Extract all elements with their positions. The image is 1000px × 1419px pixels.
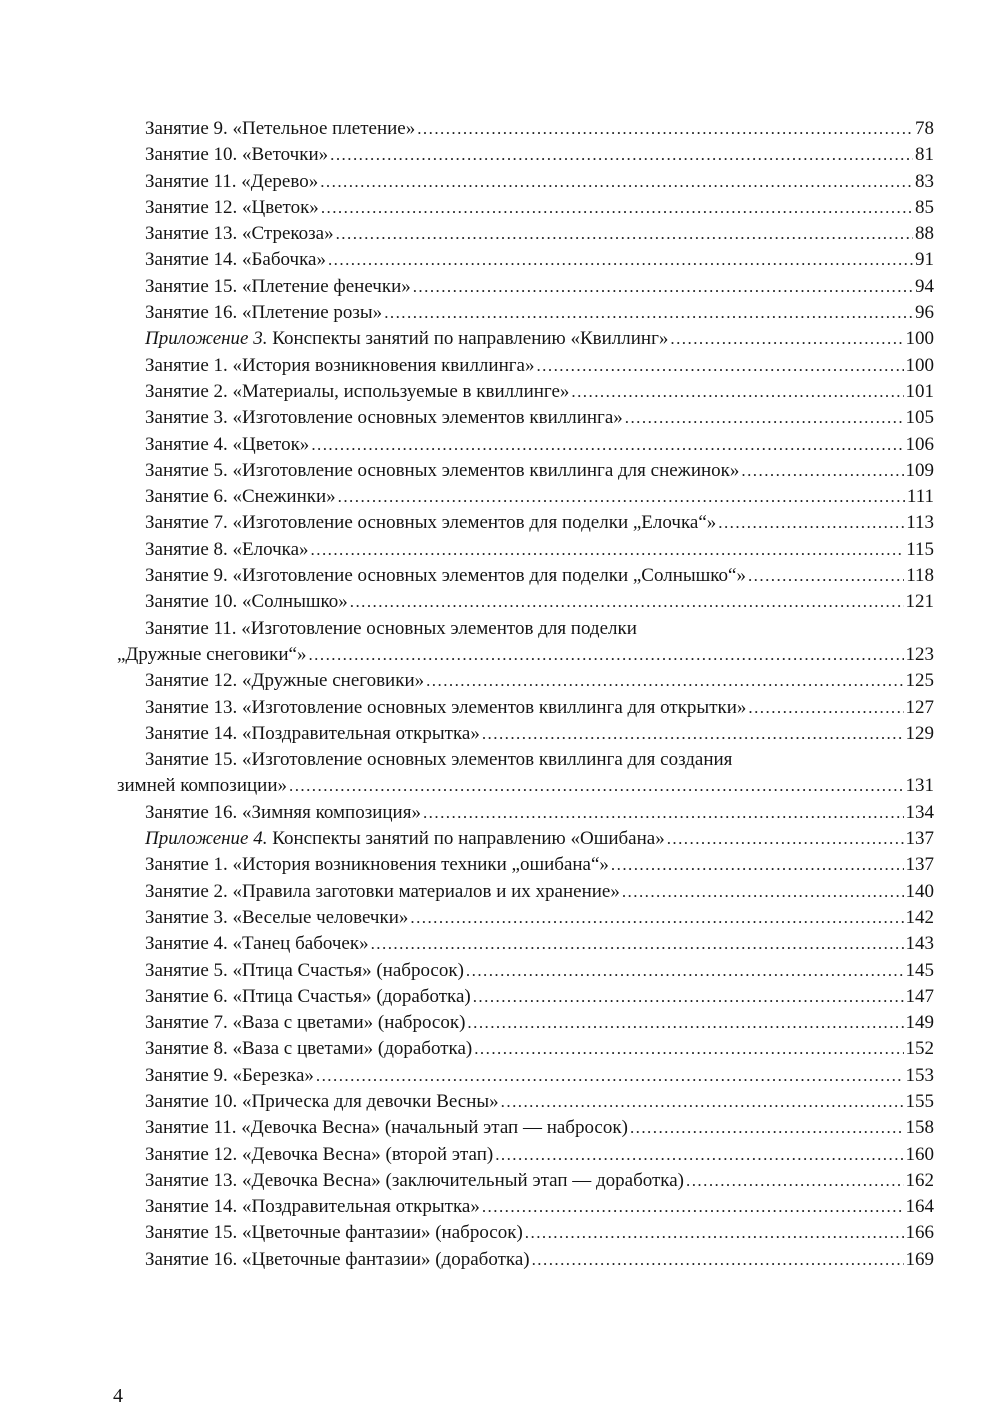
- toc-page-number: 81: [915, 144, 934, 166]
- dot-leader: [741, 458, 903, 484]
- toc-entry: [0, 879, 934, 905]
- toc-entry: [0, 958, 934, 984]
- dot-leader: [410, 905, 903, 931]
- toc-page-number: 78: [915, 118, 934, 139]
- dot-leader: [622, 879, 904, 905]
- toc-page-number: 169: [905, 1248, 934, 1270]
- toc-entry: [0, 353, 934, 379]
- toc-page-number: 149: [905, 1012, 934, 1034]
- toc-page-number: 155: [905, 1090, 934, 1112]
- toc-page-number: 109: [905, 459, 934, 481]
- toc-entry: [0, 984, 934, 1010]
- toc-entry: [0, 405, 934, 431]
- dot-leader: [571, 379, 903, 405]
- toc-page-number: 106: [905, 433, 934, 455]
- toc-page-number: 96: [915, 302, 934, 324]
- toc-entry: [0, 1010, 934, 1036]
- dot-leader: [748, 695, 903, 721]
- toc-entry-title: Занятие 2. «Правила заготовки материалов и их хранение»: [145, 880, 620, 902]
- toc-page-number: 160: [905, 1143, 934, 1165]
- toc-entry-title: Занятие 15. «Изготовление основных элементов квиллинга для создания: [145, 749, 733, 771]
- toc-entry-title: Занятие 14. «Поздравительная открытка»: [145, 1196, 480, 1218]
- dot-leader: [525, 1220, 904, 1246]
- toc-page-number: 137: [905, 854, 934, 876]
- toc-entry: [0, 1115, 934, 1141]
- toc-entry: [0, 116, 934, 142]
- table-of-contents: [0, 116, 1000, 1273]
- dot-leader: [482, 1194, 904, 1220]
- toc-entry: [0, 1194, 934, 1220]
- toc-page-number: 153: [905, 1064, 934, 1086]
- toc-entry-title: Занятие 9. «Изготовление основных элементов для поделки „Солнышко“»: [145, 565, 746, 587]
- dot-leader: [667, 826, 904, 852]
- toc-page-number: 164: [905, 1196, 934, 1218]
- dot-leader: [536, 353, 903, 379]
- dot-leader: [473, 984, 904, 1010]
- toc-page-number: 129: [905, 722, 934, 744]
- toc-entry-title: Занятие 5. «Изготовление основных элементов квиллинга для снежинок»: [145, 459, 740, 481]
- toc-entry-title: Занятие 4. «Цветок»: [145, 433, 310, 455]
- toc-page-number: 134: [905, 801, 934, 823]
- toc-entry-title: Занятие 12. «Девочка Весна» (второй этап): [145, 1143, 494, 1165]
- toc-entry-title: Занятие 1. «История возникновения техники „ошибана“»: [145, 854, 609, 876]
- toc-page-number: 91: [915, 249, 934, 271]
- toc-entry-title: Занятие 6. «Птица Счастья» (доработка): [145, 985, 471, 1007]
- toc-page-number: 145: [905, 959, 934, 981]
- toc-entry-title: Занятие 3. «Веселые человечки»: [145, 906, 409, 928]
- toc-appendix-heading: [0, 326, 934, 352]
- toc-page-number: 94: [915, 275, 934, 297]
- toc-page-number: 131: [905, 775, 934, 797]
- dot-leader: [316, 1063, 904, 1089]
- toc-entry-title: Занятие 10. «Веточки»: [145, 144, 329, 166]
- toc-entry: [0, 1089, 934, 1115]
- dot-leader: [630, 1115, 904, 1141]
- dot-leader: [474, 1036, 903, 1062]
- appendix-title: Конспекты занятий по направлению «Квиллинг»: [267, 328, 669, 350]
- toc-entry-title: Занятие 8. «Ваза с цветами» (доработка): [145, 1038, 473, 1060]
- toc-entry-title: Занятие 15. «Цветочные фантазии» (набросок): [145, 1222, 523, 1244]
- dot-leader: [466, 958, 904, 984]
- toc-entry: [0, 142, 934, 168]
- toc-entry-title: Занятие 14. «Поздравительная открытка»: [145, 722, 480, 744]
- toc-entry: [0, 537, 934, 563]
- dot-leader: [338, 484, 905, 510]
- dot-leader: [417, 116, 913, 142]
- toc-entry-title: Занятие 9. «Березка»: [145, 1064, 314, 1086]
- toc-page-number: 162: [905, 1169, 934, 1191]
- toc-entry: [0, 458, 934, 484]
- toc-entry: [0, 905, 934, 931]
- toc-entry-title: Занятие 12. «Цветок»: [145, 196, 319, 218]
- toc-entry-title: Занятие 1. «История возникновения квиллинга»: [145, 354, 535, 376]
- dot-leader: [413, 274, 913, 300]
- toc-entry: [0, 169, 934, 195]
- toc-entry: [0, 695, 934, 721]
- toc-page-number: 166: [905, 1222, 934, 1244]
- dot-leader: [350, 589, 904, 615]
- toc-entry: [0, 852, 934, 878]
- toc-entry-title: Занятие 8. «Елочка»: [145, 538, 309, 560]
- toc-entry-title: Занятие 16. «Зимняя композиция»: [145, 801, 421, 823]
- toc-entry: [0, 432, 934, 458]
- toc-entry: [0, 931, 934, 957]
- toc-entry-title: [145, 826, 665, 852]
- dot-leader: [625, 405, 904, 431]
- toc-page-number: 158: [905, 1117, 934, 1139]
- toc-page-number: 111: [906, 486, 934, 508]
- page-number: 4: [113, 1385, 123, 1407]
- toc-entry: [0, 379, 934, 405]
- appendix-title: Конспекты занятий по направлению «Ошибана»: [267, 828, 665, 850]
- toc-entry-title: Занятие 14. «Бабочка»: [145, 249, 326, 271]
- dot-leader: [495, 1142, 903, 1168]
- dot-leader: [371, 931, 904, 957]
- toc-page-number: 127: [905, 696, 934, 718]
- toc-page-number: 137: [905, 828, 934, 850]
- dot-leader: [670, 326, 903, 352]
- toc-page-number: 125: [905, 670, 934, 692]
- toc-entry: [0, 221, 934, 247]
- toc-entry: [0, 1063, 934, 1089]
- toc-entry: [0, 642, 934, 668]
- toc-page-number: 142: [905, 906, 934, 928]
- dot-leader: [289, 773, 904, 799]
- toc-entry-title: зимней композиции»: [117, 775, 287, 797]
- toc-entry: [0, 274, 934, 300]
- dot-leader: [308, 642, 903, 668]
- toc-entry-title: Занятие 12. «Дружные снеговики»: [145, 670, 425, 692]
- toc-entry-title: Занятие 10. «Прическа для девочки Весны»: [145, 1090, 499, 1112]
- toc-entry: [0, 247, 934, 273]
- appendix-label: Приложение 3.: [145, 328, 268, 350]
- toc-page-number: 123: [905, 643, 934, 665]
- toc-entry: [0, 1247, 934, 1273]
- dot-leader: [320, 169, 913, 195]
- dot-leader: [321, 195, 913, 221]
- toc-entry-title: Занятие 11. «Дерево»: [145, 170, 319, 192]
- dot-leader: [686, 1168, 903, 1194]
- toc-entry-title: Занятие 3. «Изготовление основных элементов квиллинга»: [145, 407, 623, 429]
- dot-leader: [311, 537, 905, 563]
- toc-entry: [0, 747, 934, 773]
- toc-page-number: 121: [905, 591, 934, 613]
- toc-entry-title: „Дружные снеговики“»: [117, 643, 307, 665]
- dot-leader: [423, 800, 904, 826]
- toc-page-number: 85: [915, 196, 934, 218]
- toc-entry-title: Занятие 7. «Изготовление основных элементов для поделки „Елочка“»: [145, 512, 717, 534]
- toc-entry: [0, 800, 934, 826]
- toc-entry: [0, 589, 934, 615]
- dot-leader: [482, 721, 904, 747]
- toc-entry: [0, 484, 934, 510]
- dot-leader: [718, 510, 904, 536]
- toc-appendix-heading: [0, 826, 934, 852]
- toc-entry-title: Занятие 13. «Стрекоза»: [145, 223, 334, 245]
- dot-leader: [467, 1010, 903, 1036]
- toc-entry: [0, 1220, 934, 1246]
- dot-leader: [384, 300, 913, 326]
- toc-page-number: 147: [905, 985, 934, 1007]
- toc-page-number: 101: [905, 380, 934, 402]
- toc-entry-title: Занятие 16. «Цветочные фантазии» (доработка): [145, 1248, 530, 1270]
- toc-entry-title: [145, 326, 668, 352]
- dot-leader: [748, 563, 904, 589]
- toc-entry: [0, 563, 934, 589]
- toc-page-number: 140: [905, 880, 934, 902]
- dot-leader: [328, 247, 913, 273]
- toc-entry: [0, 1036, 934, 1062]
- dot-leader: [311, 432, 903, 458]
- toc-page-number: 105: [905, 407, 934, 429]
- toc-entry-title: Занятие 16. «Плетение розы»: [145, 302, 383, 324]
- toc-page-number: 100: [905, 354, 934, 376]
- toc-entry: [0, 773, 934, 799]
- toc-entry: [0, 616, 934, 642]
- toc-page-number: 100: [905, 328, 934, 350]
- toc-entry-title: Занятие 10. «Солнышко»: [145, 591, 348, 613]
- toc-page-number: 143: [905, 933, 934, 955]
- toc-entry-title: Занятие 11. «Девочка Весна» (начальный этап — набросок): [145, 1117, 628, 1139]
- toc-entry-title: Занятие 15. «Плетение фенечки»: [145, 275, 411, 297]
- toc-entry: [0, 1168, 934, 1194]
- toc-page-number: 115: [906, 538, 934, 560]
- toc-entry-title: Занятие 13. «Девочка Весна» (заключительный этап — доработка): [145, 1169, 685, 1191]
- dot-leader: [501, 1089, 904, 1115]
- toc-page-number: 118: [906, 565, 934, 587]
- dot-leader: [426, 668, 903, 694]
- dot-leader: [336, 221, 913, 247]
- dot-leader: [532, 1247, 904, 1273]
- toc-entry-title: Занятие 11. «Изготовление основных элементов для поделки: [145, 617, 637, 639]
- toc-page-number: 83: [915, 170, 934, 192]
- toc-entry-title: Занятие 2. «Материалы, используемые в квиллинге»: [145, 380, 570, 402]
- toc-entry-title: Занятие 6. «Снежинки»: [145, 486, 336, 508]
- toc-entry: [0, 668, 934, 694]
- toc-entry-title: Занятие 4. «Танец бабочек»: [145, 933, 369, 955]
- toc-entry: [0, 510, 934, 536]
- toc-page-number: 88: [915, 223, 934, 245]
- toc-entry: [0, 300, 934, 326]
- toc-entry-title: Занятие 5. «Птица Счастья» (набросок): [145, 959, 464, 981]
- toc-entry-title: Занятие 13. «Изготовление основных элементов квиллинга для открытки»: [145, 696, 747, 718]
- dot-leader: [611, 852, 904, 878]
- toc-entry-title: Занятие 9. «Петельное плетение»: [145, 118, 416, 139]
- toc-entry: [0, 1142, 934, 1168]
- toc-entry-title: Занятие 7. «Ваза с цветами» (набросок): [145, 1012, 466, 1034]
- toc-page-number: 113: [906, 512, 934, 534]
- dot-leader: [330, 142, 913, 168]
- toc-page-number: 152: [905, 1038, 934, 1060]
- toc-entry: [0, 721, 934, 747]
- appendix-label: Приложение 4.: [145, 828, 268, 850]
- toc-entry: [0, 195, 934, 221]
